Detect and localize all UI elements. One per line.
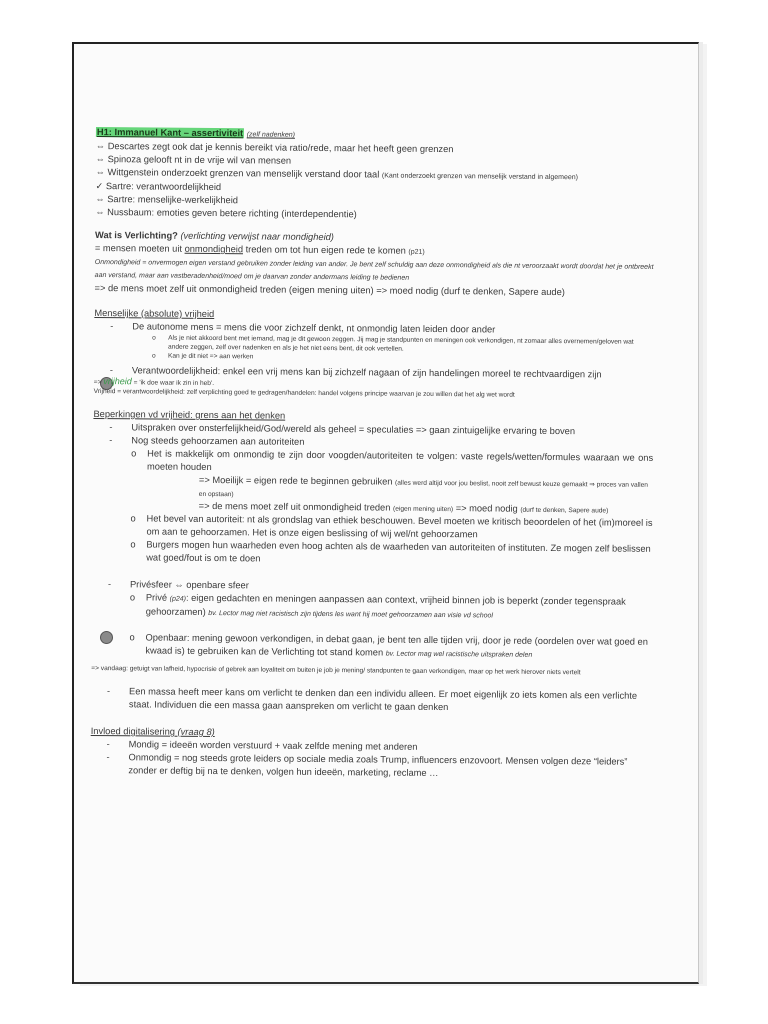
sub-list-item: o Het is makkelijk om onmondig te zijn door voogden/autoriteiten te volgen: vaste regels/wetten/formules waaraan we ons moeten houden bbox=[131, 448, 654, 473]
chapter-note: (zelf nadenken) bbox=[246, 131, 296, 139]
digitalisering-heading: Invloed digitalisering (vraag 8) bbox=[90, 725, 215, 738]
list-item: - Een massa heeft meer kans om verlicht te denken dan een individu alleen. Er moet eigenlijk zo iets komen als een verlichte staat. Individuen die een massa gaan aanspreken om verlicht te gaan denken bbox=[107, 686, 638, 713]
vandaag-note: => vandaag: getuigt van lafheid, hypocrisie of gebrek aan loyaliteit om buiten je job je mening/ standpunten te gaan verkondigen, maar op het werk hierover niets vertelt bbox=[91, 664, 581, 677]
sub-note: => de mens moet zelf uit onmondigheid treden (eigen mening uiten) => moed nodig (durf te denken, Sapere aude) bbox=[198, 500, 609, 515]
intro-list bbox=[95, 140, 656, 224]
vrijheid-heading: Menselijke (absolute) vrijheid bbox=[94, 307, 215, 320]
list-item: ⇔ Sartre: menselijke-werkelijkheid bbox=[95, 193, 239, 206]
sub-list-item: o Openbaar: mening gewoon verkondigen, in debat gaan, je bent ten alle tijden vrij, door je rede (oordelen over wat goed en kwaad is) te gebruiken kan de Verlichting tot stand komen bv. Lector mag wel racistische uitspraken delen bbox=[129, 632, 648, 659]
list-item: - Nog steeds gehoorzamen aan autoriteiten bbox=[109, 435, 305, 447]
list-item: ⇔ Descartes zegt ook dat je kennis bereikt via ratio/rede, maar het heeft geen grenzen bbox=[95, 140, 454, 155]
verlichting-conclusion: => de mens moet zelf uit onmondigheid treden (eigen mening uiten) => moed nodig (durf te denken, Sapere aude) bbox=[94, 282, 565, 298]
list-item: ⇔ Spinoza gelooft nt in de vrije wil van mensen bbox=[95, 153, 292, 166]
list-item: - De autonome mens = mens die voor zichzelf denkt, nt onmondig laten leiden door ander bbox=[110, 321, 496, 335]
sub-list-item: o Burgers mogen hun waarheden even hoog achten als de waarheden van autoriteiten of instituten. Ze mogen zelf beslissen wat goed/fout is om te doen bbox=[130, 539, 651, 564]
list-item: - Uitspraken over onsterfelijkheid/God/wereld als geheel = speculaties => gaan zintuigelijke ervaring te boven bbox=[109, 422, 576, 437]
sub-list-item: o Als je niet akkoord bent met iemand, mag je dit gewoon zeggen. Jij mag je standpunten en meningen ook verkondigen, nt zomaar alles overnemen/geloven wat andere zeggen, zelf over nadenken en als je het niet eens bent, dit ook vertellen. bbox=[152, 334, 634, 353]
list-item: - Mondig = ideeën worden verstuurd + vaak zelfde mening met anderen bbox=[106, 739, 418, 752]
verlichting-section bbox=[95, 229, 656, 300]
sub-note: => Moeilijk = eigen rede te beginnen gebruiken (alles werd altijd voor jou beslist, nooit zelf bewust keuze gemaakt ⇒ proces van vallen en opstaan) bbox=[198, 474, 649, 499]
document-content bbox=[90, 126, 656, 782]
verlichting-question: Wat is Verlichting? (verlichting verwijst naar mondigheid) bbox=[95, 229, 334, 243]
chapter-heading: H1: Immanuel Kant – assertiviteit bbox=[96, 127, 244, 139]
list-item: - Privésfeer ⇔ openbare sfeer bbox=[107, 579, 249, 591]
sub-list-item: o Kan je dit niet => aan werken bbox=[151, 352, 254, 361]
vrijheid-note: => vrijheid = 'ik doe waar ik zin in heb'. bbox=[93, 376, 215, 388]
vrijheid-definition: Vrijheid = verantwoordelijkheid: zelf verplichting goed te gedragen/handelen: handel volgens principe waarvan je zou willen dat het alg wet wordt bbox=[93, 387, 515, 399]
list-item: ⇔ Nussbaum: emoties geven betere richting (interdependentie) bbox=[95, 206, 357, 220]
verlichting-definition: = mensen moeten uit onmondigheid treden om tot hun eigen rede te komen (p21) bbox=[94, 242, 425, 256]
onmondigheid-detail: Onmondigheid = onvermogen eigen verstand gebruiken zonder leiding van ander. Je bent zelf schuldig aan deze onmondigheid als die nt veroorzaakt wordt doordat het je ontbreekt aan verstand, maar aan vastberadenheid/moed om je daarvan zonder andermans leiding te bedienen bbox=[94, 258, 654, 282]
list-item: ⇔ Wittgenstein onderzoekt grenzen van menselijk verstand door taal (Kant onderzoekt grenzen van menselijk verstand in algemeen) bbox=[95, 166, 579, 182]
sub-list-item: o Privé (p24): eigen gedachten en meningen aanpassen aan context, vrijheid binnen job is beperkt (zonder tegenspraak gehoorzamen) bv. Lector mag niet racistisch zijn tijdens les want hij moet gehoorzamen aan visie vd school bbox=[129, 592, 626, 620]
beperkingen-heading: Beperkingen vd vrijheid: grens aan het denken bbox=[93, 408, 286, 421]
list-item: ✓ Sartre: verantwoordelijkheid bbox=[95, 180, 222, 193]
list-item: - Onmondig = nog steeds grote leiders op sociale media zoals Trump, influencers enzovoort. Mensen volgen deze “leiders” zonder er deftig bij na te denken, volgen hun ideeën, marketing, reclame … bbox=[106, 752, 628, 779]
sub-list-item: o Het bevel van autoriteit: nt als grondslag van ethiek beschouwen. Bevel moeten we kritisch beoordelen of het (im)moreel is om aan te gehoorzamen. Het is onze eigen beslissing of wij wel/nt gehoorzamen bbox=[130, 513, 653, 540]
list-item: - Verantwoordelijkheid: enkel een vrij mens kan bij zichzelf nagaan of zijn handelingen moreel te rechtvaardigen zijn bbox=[109, 365, 602, 380]
